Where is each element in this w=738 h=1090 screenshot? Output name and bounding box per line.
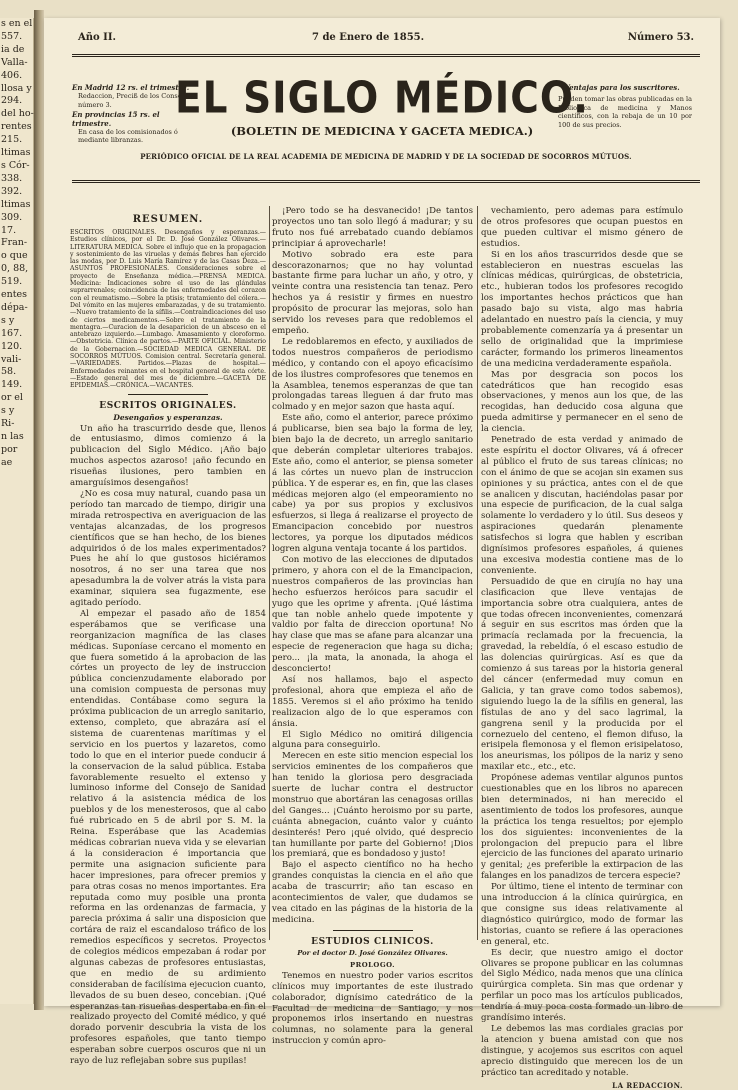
facing-page-fragment: 167.: [1, 327, 23, 339]
facing-page-fragment: rentes: [1, 121, 32, 133]
facing-page-fragment: 406.: [1, 69, 23, 81]
facing-page-fragment: dépa-: [1, 301, 28, 313]
benefits-text: Pueden tomar las obras publicadas en la Biblioteca de medicina y Manos científicos, con la rebaja de un 10 por 100 de sus precios.: [558, 95, 692, 129]
price-detail: Redaccion, Preciß de los Consejos, número 3.: [78, 92, 193, 109]
resumen-heading: RESUMEN.: [132, 214, 204, 225]
facing-page-fragment: n las: [1, 431, 24, 442]
column-2: [272, 206, 473, 1047]
facing-page-fragment: 215.: [1, 134, 23, 146]
paragraph: Así nos hallamos, bajo el aspecto profesional, ahora que empieza el año de 1855. Veremos si el año próximo ha tenido realizacion algo de lo que esperamos con ánsia.: [272, 674, 473, 729]
facing-page-fragment: 58.: [1, 366, 17, 378]
facing-page-fragment: del ho-: [1, 108, 34, 120]
facing-page-fragment: entes: [1, 289, 28, 301]
masthead-rule: [72, 180, 700, 184]
paragraph: Bajo el aspecto científico no ha hecho grandes conquistas la ciencia en el año que acaba de trascurrir; año tan escaso en acontecimientos de valer, que dudamos se vea citado en las páginas de la historia de la medicina.: [272, 860, 473, 925]
estudios-heading: ESTUDIOS CLINICOS.: [311, 936, 434, 947]
prologo-continued: [481, 206, 683, 1079]
facing-page-fragment: s y: [1, 314, 15, 326]
signature: LA REDACCION.: [612, 1080, 683, 1090]
paragraph: ¡Pero todo se ha desvanecido! ¡De tantos proyectos uno tan solo llegó á madurar; y su fruto nos fué arrebatado cuando debíamos principiar á aprovecharle!: [272, 206, 473, 249]
paragraph: Propónese ademas ventilar algunos puntos cuestionables que en los libros no aparecen bien determinados, ni han merecido el asentimiento de todos los profesores, aunque la práctica los tenga resueltos; por ejemplo los dos siguientes: inconvenientes de la prolongacion del prepucio para el libre ejercicio de las funciones del aparato urinario y genital; ¿es preferible la extirpacion de las falanges en los panadizos de tercera especie?: [481, 773, 683, 882]
section-rule: [128, 394, 208, 395]
paragraph: Este año, como el anterior, parece próximo á publicarse, bien sea bajo la forma de ley, bien bajo la de decreto, un arreglo sanitario que deberán completar ulteriores trabajos. Este año, como el anterior, se piensa someter á las córtes un nuevo plan de instruccion pública. Y de esperar es, en fin, que las clases médicas mejoren algo (el empeoramiento no cabe) ya por sus propios y exclusivos esfuerzos, si llega á realizarse el proyecto de Emancipacion concebido por nuestros lectores, ya porque los diputados médicos logren alguna ventaja tocante á los partidos.: [272, 413, 473, 555]
article-body: [70, 424, 266, 1067]
issue-number: Número 53.: [627, 32, 694, 43]
facing-page-fragment: ae: [1, 456, 13, 468]
facing-page-fragment: s Cór-: [1, 159, 30, 171]
paragraph: Le debemos las mas cordiales gracias por la atencion y buena amistad con que nos distingue, y acojemos sus escritos con aquel aprecio distinguido que merecen los de un práctico tan acreditado y notable.: [481, 1023, 683, 1078]
book-gutter: [34, 10, 44, 1010]
paragraph: Al empezar el pasado año de 1854 esperábamos que se verificase una reorganizacion magnífica de las clases médicas. Suponíase cercano el momento en que fuera sometido á la aprobacion de las córtes un proyecto de ley de instruccion pública concienzudamente elaborado por una comision compuesta de personas muy entendidas. Contábase como segura la próxima publicacion de un arreglo sanitario, extenso, completo, que abrazára así el sistema de cuarentenas marítimas y el servicio en los puertos y lazaretos, como todo lo que en el interior puede conducir á la conservacion de la salud pública. Estaba favorablemente resuelto el extenso y luminoso informe del Consejo de Sanidad relativo á la asistencia médica de los pueblos y de los menesterosos, que al cabo fué rubricado en 5 de abril por S. M. la Reina. Esperábase que las Academias médicas cobrarian nueva vida y se elevarian á la consideracion é importancia que permite una asignacion suficiente para hacer impresiones, para ofrecer premios y para otras cosas no menos importantes. Era reputada como muy posible una pronta reforma en las ordenanzas de farmacia, y parecia próxima á salir una disposicion que cortára de raiz el escandaloso tráfico de los remedios específicos y secretos. Proyectos de colegios médicos empezaban á rodar por algunas cabezas de profesores entusiastas, que en medio de su ardimiento consideraban de facilísima ejecucion cuanto, llevados de su buen deseo, concebian. ¡Qué esperanzas tan risueñas despertaba en fin el realizado proyecto del Comité médico, y qué dorado porvenir descubria la vista de los profesores españoles, que tanto tiempo esperaban sobre cuerpos oscuros que ni un rayo de luz reflejaban sobre sus pupilas!: [70, 608, 266, 1067]
price-heading: En provincias 15 rs. el trimestre.: [72, 110, 160, 128]
facing-page-fragment: Fran-: [1, 237, 28, 249]
facing-page-fragment: 120.: [1, 340, 23, 352]
resumen-text: ESCRITOS ORIGINALES. Desengaños y esperanzas.—Estudios clínicos, por el Dr. D. José González Olivares.—LITERATURA MEDICA. Sobre el influjo que en la propagacion y sostenimiento de las viruelas y demás fiebres han ejercido las modas, por D. Luis María Ramírez y de las Casas Deza.—ASUNTOS PROFESIONALES. Consideraciones sobre el proyecto de Enseñanza médica.—PRENSA MEDICA. Medicina: Indicaciones sobre el uso de las glándulas suprarrenales; coincidencia de las enfermedades del corazon con el reumatismo.—Sobre la ptisis; tratamiento del cólera.—Del vómito en las mujeres embarazadas, y de su tratamiento.—Nuevo tratamiento de la sífilis.—Contraindicaciones del uso de ciertos medicamentos.—Sobre el tratamiento de la mentagra.—Curacion de la desaparicion de un absceso en el antebrazo izquierdo.—Lumbago. Amasamiento y cloroformo.—Obstetricia. Clínica de partos.—PARTE OFICIAL. Ministerio de la Gobernacion.—SOCIEDAD MEDICA GENERAL DE SOCORROS MÚTUOS. Comision central. Secretaría general.—VARIEDADES. Partidos.—Plazas de hospital.—Enfermedades reinantes en el hospital general de esta córte.—Estado general del mes de diciembre.—GACETA DE EPIDEMIAS.—CRÓNICA.—VACANTES.: [70, 229, 266, 390]
paragraph: ¿No es cosa muy natural, cuando pasa un período tan marcado de tiempo, dirigir una mirada retrospectiva en averiguacion de las ventajas alcanzadas, de los progresos científicos que se han hecho, de los bienes adquiridos ó de los males experimentados? Pues he ahí lo que gustosos hiciéramos nosotros, á no ser una tarea que nos apesadumbra la de volver atrás la vista para examinar, siquiera sea fugazmente, ese agitado período.: [70, 488, 266, 609]
official-periodical-line: PERIÓDICO OFICIAL DE LA REAL ACADEMIA DE MEDICINA DE MADRID Y DE LA SOCIEDAD DE SOCORROS MÚTUOS.: [140, 152, 632, 161]
article-subtitle: Desengaños y esperanzas.: [113, 412, 223, 422]
benefits-heading: Ventajas para los suscritores.: [564, 83, 680, 92]
paragraph: Le redoblaremos en efecto, y auxiliados de todos nuestros compañeros de periodismo médico, y contando con el apoyo eficacísimo de los ilustres comprofesores que tenemos en la Asamblea, tenemos esperanzas de que tan prolongadas tareas lleguen á dar fruto mas colmado y en mejor sazon que hasta aquí.: [272, 336, 473, 413]
paragraph: Persuadido de que en cirujía no hay una clasificacion que lleve ventajas de importancia sobre otra cualquiera, antes de que todas ofrecen inconvenientes, comenzará á seguir en sus escritos mas órden que la primacía reclamada por la frecuencia, la gravedad, la rebeldía, ó el escaso estudio de las dolencias quirúrgicas. Así es que da comienzo á sus tareas por la historia general del cáncer (enfermedad muy comun en Galicia, y tan grave como todos sabemos), siguiendo luego la de la sífilis en general, las fístulas de ano y del saco lagrimal, la gangrena senil y la producida por el cornezuelo del centeno, el flemon difuso, la erisipela flemonosa y el flemon erisipelatoso, los aneurismas, los pólipos de la nariz y seno maxilar etc., etc., etc.: [481, 576, 683, 773]
price-heading: En Madrid 12 rs. el trimestre.: [72, 83, 190, 92]
masthead-title: EL SIGLO MÉDICO.: [175, 73, 589, 124]
facing-page-fragment: s y: [1, 405, 15, 417]
paragraph: Con motivo de las elecciones de diputados primero, y ahora con el de la Emancipacion, nuestros compañeros de las provincias han hecho esfuerzos heróicos para sacudir el yugo que les oprime y afrenta. ¡Qué lástima que tan noble anhelo quede impotente y valdio por falta de direccion oportuna! No hay clase que mas se afane para alcanzar una especie de regeneracion que haga su dicha; pero... ¡la mata, la anonada, la ahoga el desconcierto!: [272, 555, 473, 675]
paragraph: Por último, tiene el intento de terminar con una introduccion á la clínica quirúrgica, en que consigne sus ideas relativamente al diagnóstico quirúrgico, modo de formar las historias, cuanto se refiere á las operaciones en general, etc.: [481, 882, 683, 947]
article-body-continued: [272, 206, 473, 926]
prologo-heading: PROLOGO.: [349, 960, 396, 969]
facing-page-fragment: Ri-: [1, 418, 15, 430]
newspaper-page: [44, 18, 720, 1090]
paragraph: Es decir, que nuestro amigo el doctor Olivares se propone publicar en las columnas del Siglo Médico, nada menos que una clínica quirúrgica completa. Sin mas que ordenar y perfilar un poco mas los artículos publicados, tendría á muy poca costa formado un libro de grandísimo interés.: [481, 947, 683, 1024]
facing-page-fragment: or el: [1, 392, 23, 404]
paragraph: Si en los años trascurridos desde que se establecieron en nuestras escuelas las clínicas médicas, quirúrgicas, de obstetricia, etc., hubieran todos los profesores recogido los importantes hechos prácticos que han pasado bajo su vista, algo mas habria adelantado en nuestro país la ciencia, y muy probablemente comenzaría ya á presentar un sello de originalidad que la imprimiese carácter, formando los primeros lineamentos de una medicina verdaderamente española.: [481, 249, 683, 369]
facing-page-fragment: 519.: [1, 276, 23, 288]
facing-page-edge: [0, 18, 34, 1004]
facing-page-fragment: por: [1, 443, 18, 455]
price-detail: En casa de los comisionados ó mediante libranzas.: [78, 128, 178, 145]
facing-page-fragment: Valla-: [1, 56, 28, 68]
paragraph: Merecen en este sitio mencion especial los servicios eminentes de los compañeros que han tenido la gloriosa pero desgraciada suerte de luchar contra el destructor monstruo que abortáran las cenagosas orillas del Ganges... ¡Cuánto heroismo por su parte, cuánta abnegacion, cuánto valor y cuánto desinterés! Pero ¡qué olvido, qué desprecio tan humillante por parte del Gobierno! ¡Dios los premiará, que es bondadoso y justo!: [272, 751, 473, 860]
facing-page-fragment: ltimas: [1, 147, 31, 159]
facing-page-fragment: 338.: [1, 172, 23, 184]
paragraph: Mas por desgracia son pocos los catedráticos que han recogido esas observaciones, y menos aun los que, de las recogidas, han deducido cosa alguna que pueda admitirse y permanecer en el seno de la ciencia.: [481, 369, 683, 435]
prologo-text: Tenemos en nuestro poder varios escritos clínicos muy importantes de este ilustrado colaborador, dignísimo catedrático de la Facultad de medicina de Santiago, y nos proponemos irlos insertando en nuestras columnas, no solamente para la general instruccion y común apro-: [272, 970, 473, 1047]
header-rule: [72, 54, 700, 58]
facing-page-fragment: 309.: [1, 211, 23, 223]
facing-page-fragment: ltimas: [1, 198, 31, 210]
paragraph: Un año ha trascurrido desde que, llenos de entusiasmo, dimos comienzo á la publicacion del Siglo Médico. ¡Año bajo muchos aspectos azaroso! ¡año fecundo en risueñas ilusiones, pero tambien en amarguísimos desengaños!: [70, 423, 266, 489]
paragraph: Penetrado de esta verdad y animado de este espíritu el doctor Olivares, vá á ofrecer al público el fruto de sus tareas clínicas; no con el ánimo de que se acojan sin examen sus opiniones y su práctica, antes con el de que se analicen y discutan, haciéndolas pasar por una especie de purificacion, de la cual salga solamente lo verdadero y lo útil. Sus deseos y aspiraciones quedarán plenamente satisfechos si logra que hablen y escriban dignísimos profesores españoles, á quienes una excesiva modestia contiene mas de lo conveniente.: [481, 435, 683, 576]
facing-page-fragment: 557.: [1, 30, 23, 42]
facing-page-fragment: 0, 88,: [1, 263, 29, 275]
facing-page-fragment: 294.: [1, 95, 23, 107]
facing-page-fragment: ia de: [1, 43, 25, 55]
paragraph: Motivo sobrado era este para descorazonarnos; que no hay voluntad bastante firme para luchar un año, y otro, y veinte contra una resistencia tan tenaz. Pero hechos ya á resistir y firmes en nuestro propósito de procurar las mejoras, solo han servido los reveses para que redoblemos el empeño.: [272, 249, 473, 336]
facing-page-fragment: llosa y: [1, 82, 32, 94]
issue-date: 7 de Enero de 1855.: [312, 32, 425, 43]
facing-page-fragment: 17.: [1, 224, 17, 236]
masthead-subtitle: (BOLETIN DE MEDICINA Y GACETA MEDICA.): [230, 124, 534, 138]
paragraph: El Siglo Médico no omitirá diligencia alguna para conseguirlo.: [272, 729, 473, 751]
facing-page-fragment: s en el: [1, 18, 33, 29]
escritos-heading: ESCRITOS ORIGINALES.: [99, 400, 237, 411]
facing-page-fragment: o que: [1, 250, 28, 262]
column-divider: [477, 206, 478, 940]
issue-year: Año II.: [78, 32, 117, 43]
column-divider: [269, 206, 270, 940]
column-1: [70, 206, 266, 1067]
column-3: [481, 206, 683, 1090]
section-rule: [333, 930, 413, 931]
facing-page-fragment: vali-: [1, 353, 22, 365]
author-byline: Por el doctor D. José González Olivares.: [297, 948, 448, 957]
facing-page-fragment: 149.: [1, 379, 23, 391]
issue-line: [72, 32, 700, 46]
facing-page-fragment: 392.: [1, 185, 23, 197]
paragraph: vechamiento, pero ademas para estímulo de otros profesores que ocupan puestos en que pueden cultivar el mismo género de estudios.: [481, 206, 683, 249]
